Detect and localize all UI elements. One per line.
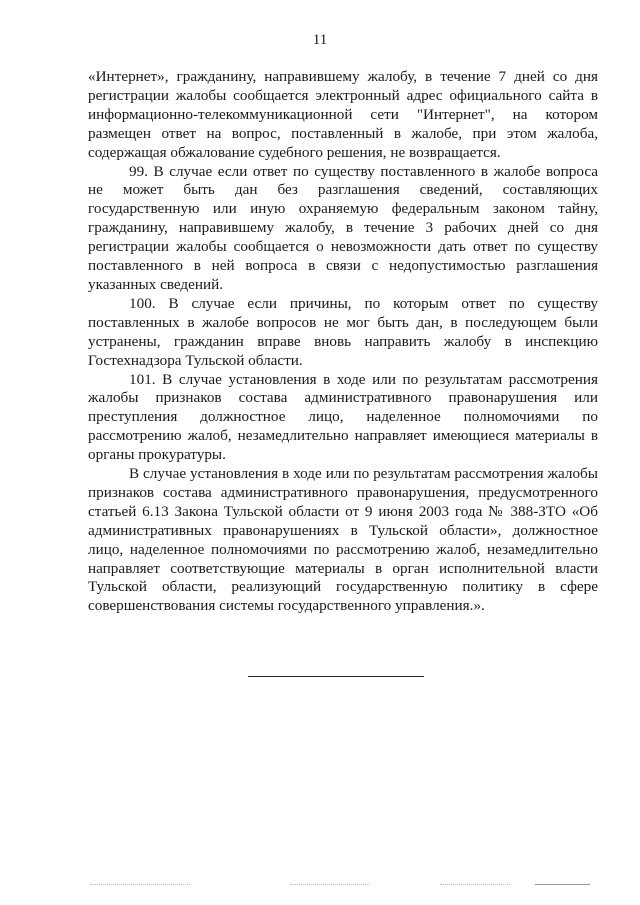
- paragraph-99: 99. В случае если ответ по существу поставленного в жалобе вопроса не может быть дан без разглашения сведений, составляющих государственную или иную охраняемую федеральным законом тайну, гражданину, направившему жалобу, в течение 3 рабочих дней со дня регистрации жалобы сообщается о невозможности дать ответ по существу поставленного в ней вопроса в связи с недопустимостью разглашения указанных сведений.: [88, 162, 598, 293]
- end-of-text-rule: [248, 676, 424, 677]
- scan-artifact: [440, 884, 510, 885]
- page-number: 11: [312, 32, 328, 48]
- paragraph-continuation: «Интернет», гражданину, направившему жалобу, в течение 7 дней со дня регистрации жалобы сообщается электронный адрес официального сайта в информационно-телекоммуникационной сети "Интернет", на котором размещен ответ на вопрос, поставленный в жалобе, при этом жалоба, содержащая обжалование судебного решения, не возвращается.: [88, 68, 598, 161]
- paragraph-101-continued: В случае установления в ходе или по результатам рассмотрения жалобы признаков состава административного правонарушения, предусмотренного статьей 6.13 Закона Тульской области от 9 июня 2003 года № 388-ЗТО «Об административных правонарушениях в Тульской области», должностное лицо, наделенное полномочиями по рассмотрению жалоб, незамедлительно направляет соответствующие материалы в орган исполнительной власти Тульской области, реализующий государственную политику в сфере совершенствования системы государственного управления.».: [88, 465, 598, 615]
- scan-artifact: [290, 884, 370, 885]
- paragraph-100: 100. В случае если причины, по которым ответ по существу поставленных в жалобе вопросов не мог быть дан, в последующем были устранены, гражданин вправе вновь направить жалобу в инспекцию Гостехнадзора Тульской области.: [88, 294, 598, 369]
- scan-artifact: [90, 884, 190, 885]
- document-body: [88, 68, 598, 616]
- paragraph-101: 101. В случае установления в ходе или по результатам рассмотрения жалобы признаков состава административного правонарушения или преступления должностное лицо, наделенное полномочиями по рассмотрению жалоб, незамедлительно направляет имеющиеся материалы в органы прокуратуры.: [88, 370, 598, 464]
- scan-artifact: [535, 884, 590, 885]
